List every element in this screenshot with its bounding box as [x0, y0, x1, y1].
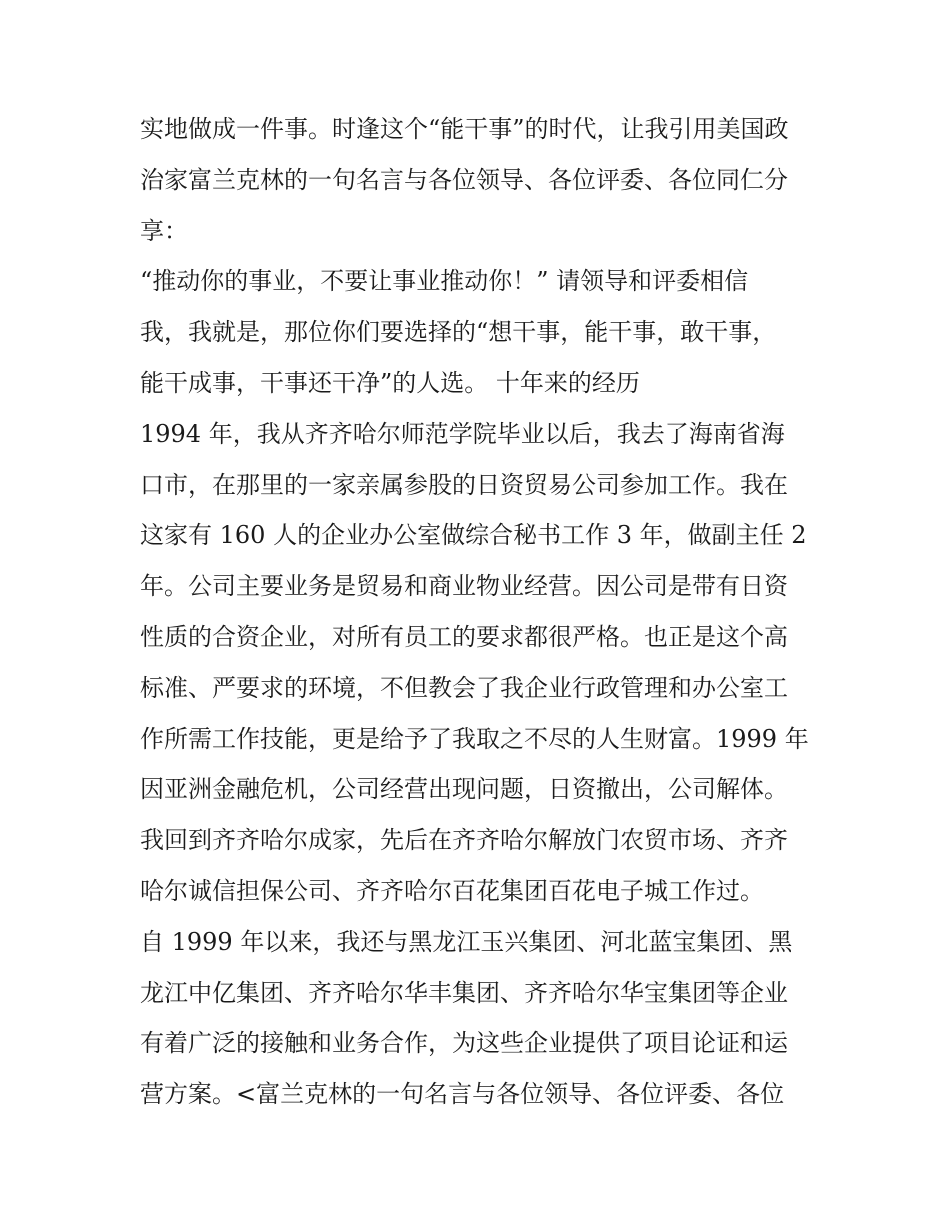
text-line-3: 享： — [140, 216, 188, 245]
document-body — [140, 104, 820, 1120]
text-line-14: 因亚洲金融危机，公司经营出现问题，日资撤出，公司解体。 — [140, 775, 788, 804]
text-line-4: “推动你的事业，不要让事业推动你！” 请领导和评委相信 — [140, 267, 749, 296]
text-line-7: 1994 年，我从齐齐哈尔师范学院毕业以后，我去了海南省海 — [140, 419, 785, 448]
text-line-5: 我，我就是，那位你们要选择的“想干事，能干事，敢干事， — [140, 318, 777, 347]
text-line-16: 哈尔诚信担保公司、齐齐哈尔百花集团百花电子城工作过。 — [140, 876, 764, 905]
text-line-13: 作所需工作技能，更是给予了我取之不尽的人生财富。1999 年 — [140, 724, 809, 753]
text-line-6: 能干成事，干事还干净”的人选。 十年来的经历 — [140, 368, 640, 397]
text-line-11: 性质的合资企业，对所有员工的要求都很严格。也正是这个高 — [140, 622, 788, 651]
text-line-9: 这家有 160 人的企业办公室做综合秘书工作 3 年，做副主任 2 — [140, 521, 807, 550]
text-line-20: 营方案。<富兰克林的一句名言与各位领导、各位评委、各位 — [140, 1080, 785, 1109]
text-line-17: 自 1999 年以来，我还与黑龙江玉兴集团、河北蓝宝集团、黑 — [140, 927, 793, 956]
text-line-1: 实地做成一件事。时逢这个“能干事”的时代，让我引用美国政 — [140, 115, 789, 143]
text-line-8: 口市，在那里的一家亲属参股的日资贸易公司参加工作。我在 — [140, 470, 788, 499]
text-line-2: 治家富兰克林的一句名言与各位领导、各位评委、各位同仁分 — [140, 165, 788, 194]
text-line-15: 我回到齐齐哈尔成家，先后在齐齐哈尔解放门农贸市场、齐齐 — [140, 826, 788, 855]
text-line-12: 标准、严要求的环境，不但教会了我企业行政管理和办公室工 — [140, 673, 788, 702]
text-line-10: 年。公司主要业务是贸易和商业物业经营。因公司是带有日资 — [140, 572, 788, 601]
text-line-18: 龙江中亿集团、齐齐哈尔华丰集团、齐齐哈尔华宝集团等企业 — [140, 978, 788, 1007]
text-line-19: 有着广泛的接触和业务合作，为这些企业提供了项目论证和运 — [140, 1029, 788, 1058]
